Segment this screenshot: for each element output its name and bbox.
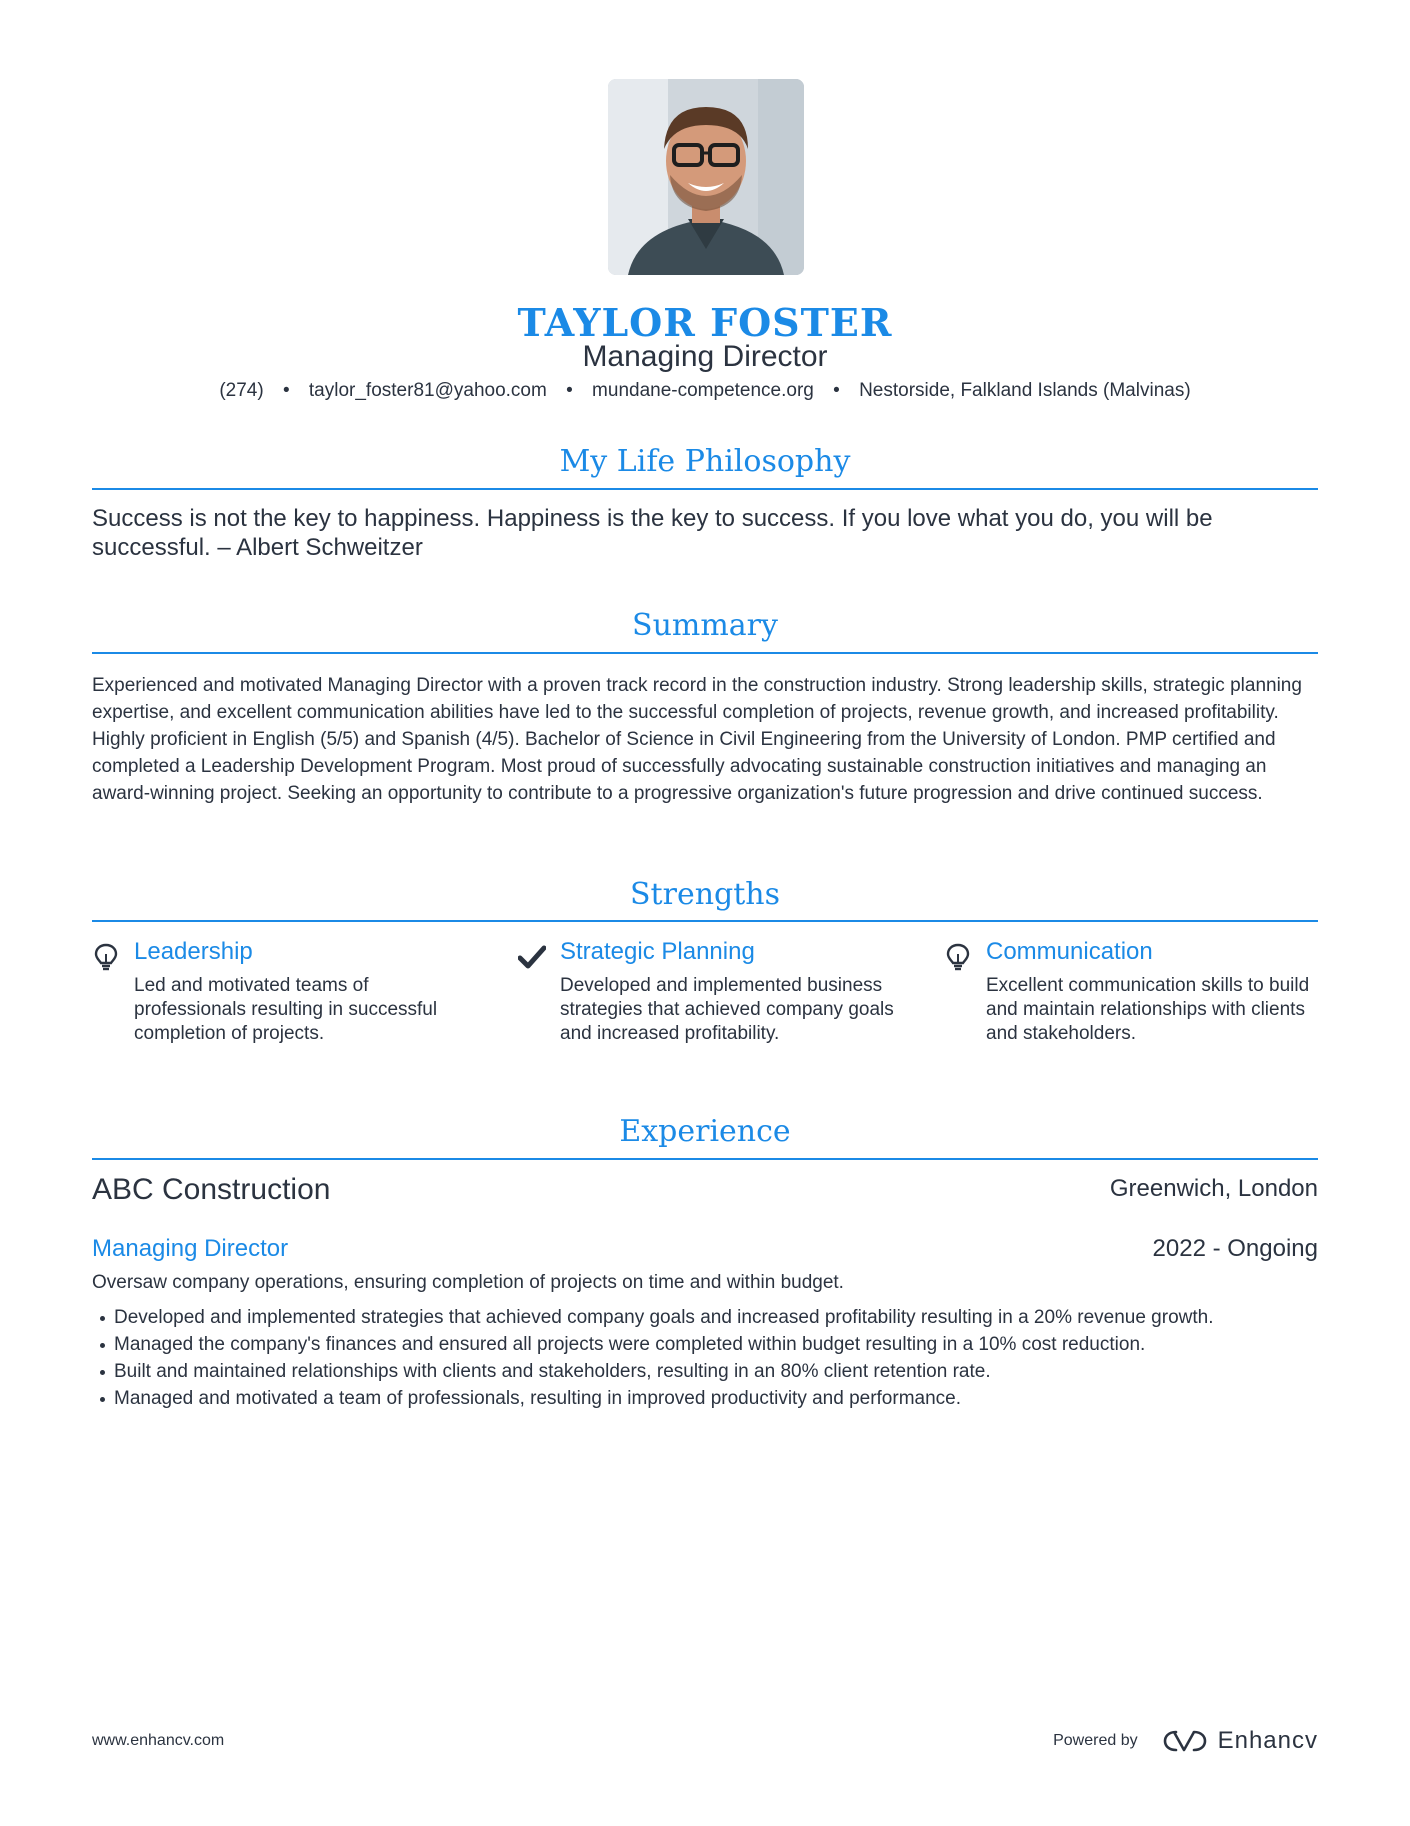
achievement-item bbox=[92, 1331, 1318, 1358]
contact-email[interactable]: taylor_foster81@yahoo.com bbox=[308, 380, 547, 401]
philosophy-heading: My Life Philosophy bbox=[559, 444, 851, 479]
strengths-heading: Strengths bbox=[630, 877, 780, 912]
contact-info bbox=[92, 380, 1318, 402]
job-role: Managing Director bbox=[92, 1235, 289, 1262]
achievement-text: Managed the company's finances and ensured all projects were completed within budget resulting in a 10% cost reduction. bbox=[114, 1334, 1146, 1355]
bullet-icon bbox=[100, 1370, 105, 1375]
summary-heading: Summary bbox=[632, 608, 778, 643]
strength-description: Excellent communication skills to build and maintain relationships with clients and stakeholders. bbox=[986, 975, 1310, 1044]
brand-name[interactable]: Enhancv bbox=[1217, 1727, 1318, 1754]
strength-title: Strategic Planning bbox=[560, 938, 755, 965]
profile-photo-illustration bbox=[608, 79, 804, 275]
experience-heading: Experience bbox=[619, 1114, 791, 1149]
lightbulb-icon bbox=[944, 942, 972, 972]
enhancv-logo-icon bbox=[1162, 1728, 1208, 1754]
achievement-text: Built and maintained relationships with clients and stakeholders, resulting in an 80% client retention rate. bbox=[114, 1361, 991, 1382]
contact-separator: • bbox=[566, 380, 573, 401]
achievement-text: Developed and implemented strategies that achieved company goals and increased profitability resulting in a 20% revenue growth. bbox=[114, 1307, 1214, 1328]
achievement-item bbox=[92, 1358, 1318, 1385]
candidate-title: Managing Director bbox=[582, 340, 828, 373]
philosophy-divider bbox=[92, 488, 1318, 490]
achievement-list bbox=[92, 1304, 1318, 1412]
experience-divider bbox=[92, 1158, 1318, 1160]
lightbulb-icon bbox=[92, 942, 120, 972]
footer-branding bbox=[1053, 1724, 1318, 1758]
candidate-name: TAYLOR FOSTER bbox=[517, 300, 893, 345]
achievement-item bbox=[92, 1385, 1318, 1412]
strengths-divider bbox=[92, 920, 1318, 922]
job-description: Oversaw company operations, ensuring completion of projects on time and within budget. bbox=[92, 1272, 844, 1293]
achievement-text: Managed and motivated a team of professionals, resulting in improved productivity and performance. bbox=[114, 1388, 962, 1409]
bullet-icon bbox=[100, 1316, 105, 1321]
strength-title: Leadership bbox=[134, 938, 253, 965]
bullet-icon bbox=[100, 1343, 105, 1348]
job-location: Greenwich, London bbox=[1109, 1175, 1318, 1202]
footer-website[interactable]: www.enhancv.com bbox=[92, 1732, 225, 1749]
contact-location: Nestorside, Falkland Islands (Malvinas) bbox=[859, 380, 1191, 401]
philosophy-quote: Success is not the key to happiness. Happiness is the key to success. If you love what you do, you will be successful. – Albert Schweitzer bbox=[92, 505, 1213, 561]
contact-separator: • bbox=[833, 380, 840, 401]
contact-website[interactable]: mundane-competence.org bbox=[592, 380, 814, 401]
checkmark-icon bbox=[518, 942, 546, 972]
strength-description: Developed and implemented business strategies that achieved company goals and increased profitability. bbox=[560, 975, 894, 1044]
powered-by-label: Powered by bbox=[1053, 1732, 1138, 1749]
resume-page bbox=[92, 0, 1318, 1826]
summary-divider bbox=[92, 652, 1318, 654]
profile-photo bbox=[608, 79, 804, 275]
contact-separator: • bbox=[282, 380, 290, 401]
bullet-icon bbox=[100, 1397, 105, 1402]
company-name: ABC Construction bbox=[92, 1173, 331, 1206]
summary-text: Experienced and motivated Managing Director with a proven track record in the construction industry. Strong leadership skills, strategic planning expertise, and excellent communication abilities have led to the successful completion of projects, revenue growth, and increased profitability. Highly proficient in English (5/5) and Spanish (4/5). Bachelor of Science in Civil Engineering from the University of London. PMP certified and completed a Leadership Development Program. Most proud of successfully advocating sustainable construction initiatives and managing an award-winning project. Seeking an opportunity to contribute to a progressive organization's future progression and drive continued success. bbox=[92, 675, 1302, 804]
contact-phone: (274) bbox=[219, 380, 264, 401]
strength-title: Communication bbox=[986, 938, 1153, 965]
strength-description: Led and motivated teams of professionals resulting in successful completion of projects. bbox=[134, 975, 438, 1044]
job-dates: 2022 - Ongoing bbox=[1152, 1235, 1318, 1262]
achievement-item bbox=[92, 1304, 1318, 1331]
